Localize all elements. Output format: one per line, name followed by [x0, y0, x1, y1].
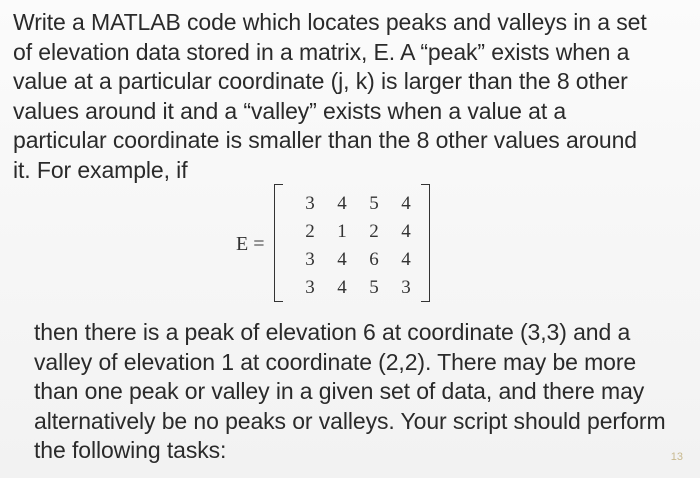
followup-line: then there is a peak of elevation 6 at coordinate (3,3) and a [34, 319, 631, 345]
matrix-cell: 2 [369, 221, 379, 242]
matrix-cell: 3 [401, 277, 411, 298]
matrix-cell: 5 [369, 193, 379, 214]
matrix-cells [294, 190, 422, 302]
matrix-right-bracket [421, 184, 430, 302]
followup-line: than one peak or valley in a given set of data, and there may [34, 378, 645, 404]
matrix-cell: 1 [337, 221, 347, 242]
intro-line: values around it and a “valley” exists when a value at a [13, 97, 567, 124]
intro-line: Write a MATLAB code which locates peaks and valleys in a set [13, 9, 647, 35]
matrix-cell: 4 [337, 249, 347, 270]
intro-line: value at a particular coordinate (j, k) is larger than the 8 other [13, 68, 628, 94]
page-number: 13 [670, 451, 683, 463]
matrix-cell: 3 [305, 249, 315, 270]
followup-paragraph [34, 318, 666, 466]
followup-line: alternatively be no peaks or valleys. Your script should perform [34, 407, 666, 434]
matrix-cell: 3 [305, 277, 315, 298]
matrix-label: E = [236, 233, 265, 255]
matrix-cell: 2 [305, 221, 315, 242]
matrix-cell: 6 [369, 249, 379, 270]
matrix-cell: 3 [305, 193, 315, 214]
matrix-cell: 4 [401, 249, 411, 270]
matrix-cell: 5 [369, 277, 379, 298]
followup-line: the following tasks: [34, 437, 227, 463]
matrix-cell: 4 [337, 277, 347, 298]
matrix-cell: 4 [401, 193, 411, 214]
matrix-cell: 4 [337, 193, 347, 214]
followup-line: valley of elevation 1 at coordinate (2,2). There may be more [34, 348, 637, 375]
intro-line: it. For example, if [13, 156, 188, 183]
intro-paragraph [13, 8, 647, 185]
intro-line: of elevation data stored in a matrix, E. A “peak” exists when a [13, 38, 630, 65]
intro-line: particular coordinate is smaller than the 8 other values around [13, 127, 637, 153]
matrix-e [274, 184, 430, 302]
matrix-cell: 4 [401, 221, 411, 242]
matrix-left-bracket [274, 184, 283, 302]
